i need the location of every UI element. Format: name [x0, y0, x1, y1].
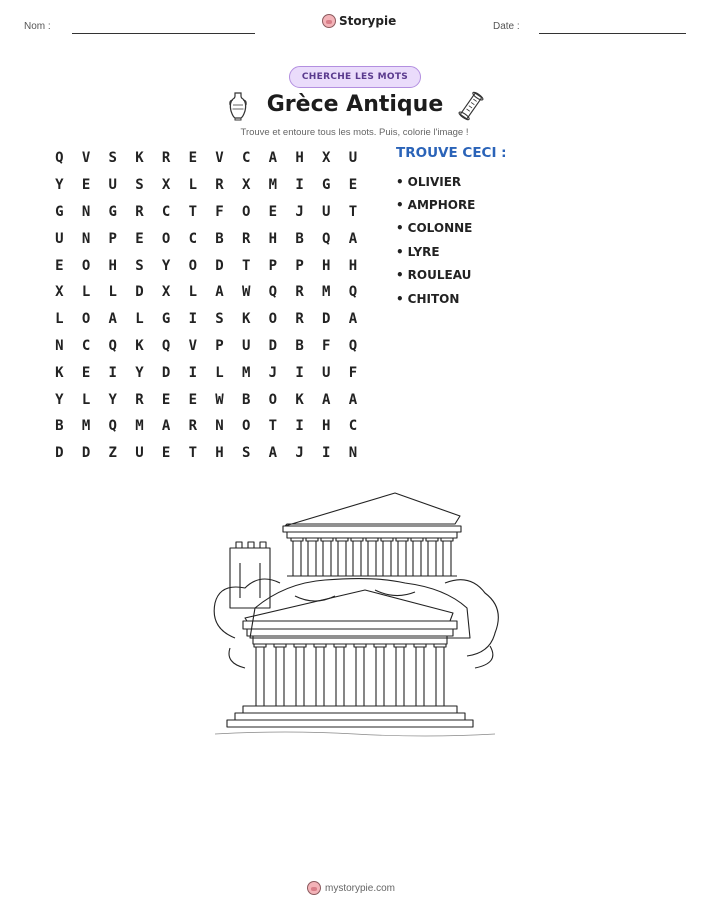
name-label: Nom :: [24, 21, 51, 32]
instructions: Trouve et entoure tous les mots. Puis, colorie l'image !: [240, 127, 469, 138]
grid-cell[interactable]: M: [268, 177, 278, 194]
grid-cell[interactable]: N: [81, 203, 91, 220]
grid-cell[interactable]: C: [161, 203, 171, 220]
grid-cell[interactable]: R: [295, 284, 304, 301]
grid-cell[interactable]: E: [135, 230, 144, 247]
grid-cell[interactable]: B: [295, 230, 304, 247]
grid-cell[interactable]: A: [348, 311, 358, 328]
word-list-item: [396, 264, 475, 287]
grid-cell[interactable]: W: [241, 284, 251, 301]
grid-cell[interactable]: N: [81, 230, 91, 247]
grid-cell[interactable]: A: [322, 391, 331, 408]
grid-cell[interactable]: Q: [161, 337, 171, 354]
bullet: •: [396, 198, 404, 213]
grid-cell[interactable]: B: [295, 337, 304, 354]
grid-cell[interactable]: K: [295, 391, 304, 408]
amphora-icon: [228, 91, 248, 121]
grid-cell[interactable]: E: [268, 203, 278, 220]
grid-cell[interactable]: W: [215, 391, 224, 408]
word-text: LYRE: [407, 244, 440, 259]
grid-cell[interactable]: D: [81, 445, 91, 462]
grid-cell[interactable]: X: [241, 177, 251, 194]
grid-cell[interactable]: C: [81, 337, 91, 354]
grid-cell[interactable]: G: [161, 311, 171, 328]
grid-cell[interactable]: M: [81, 418, 91, 435]
grid-cell[interactable]: O: [241, 203, 251, 220]
grid-cell[interactable]: S: [135, 177, 144, 194]
grid-cell[interactable]: E: [161, 445, 171, 462]
date-label: Date :: [493, 21, 520, 32]
word-list-item: [396, 217, 475, 240]
grid-cell[interactable]: T: [348, 203, 358, 220]
grid-cell[interactable]: E: [188, 391, 197, 408]
date-field-line[interactable]: [539, 33, 686, 34]
grid-cell[interactable]: D: [161, 364, 171, 381]
grid-cell[interactable]: L: [55, 311, 64, 328]
grid-cell[interactable]: A: [108, 311, 117, 328]
grid-cell[interactable]: V: [188, 337, 197, 354]
word-list: [396, 170, 475, 310]
grid-cell[interactable]: R: [295, 311, 304, 328]
grid-cell[interactable]: D: [215, 257, 224, 274]
grid-cell[interactable]: O: [161, 230, 171, 247]
pig-logo-icon: [322, 14, 336, 28]
grid-cell[interactable]: L: [188, 284, 197, 301]
grid-cell[interactable]: D: [55, 445, 64, 462]
grid-cell[interactable]: L: [81, 391, 91, 408]
grid-cell[interactable]: L: [108, 284, 117, 301]
grid-cell[interactable]: Q: [348, 337, 358, 354]
grid-cell[interactable]: P: [268, 257, 278, 274]
grid-cell[interactable]: U: [135, 445, 144, 462]
grid-cell[interactable]: B: [55, 418, 64, 435]
grid-cell[interactable]: U: [241, 337, 251, 354]
word-list-item: [396, 240, 475, 263]
grid-cell[interactable]: N: [55, 337, 64, 354]
grid-cell[interactable]: R: [135, 391, 144, 408]
grid-cell[interactable]: K: [135, 337, 144, 354]
grid-cell[interactable]: I: [108, 364, 117, 381]
grid-cell[interactable]: H: [295, 150, 304, 167]
bullet: •: [396, 221, 404, 236]
grid-cell[interactable]: K: [135, 150, 144, 167]
grid-cell[interactable]: M: [322, 284, 331, 301]
word-text: OLIVIER: [407, 174, 462, 189]
grid-cell[interactable]: P: [108, 230, 117, 247]
grid-cell[interactable]: D: [322, 311, 331, 328]
grid-cell[interactable]: R: [188, 418, 197, 435]
grid-cell[interactable]: I: [295, 364, 304, 381]
grid-cell[interactable]: X: [322, 150, 331, 167]
grid-cell[interactable]: M: [135, 418, 144, 435]
grid-cell[interactable]: Y: [108, 391, 117, 408]
grid-cell[interactable]: Z: [108, 445, 117, 462]
grid-cell[interactable]: B: [215, 230, 224, 247]
grid-cell[interactable]: Q: [108, 337, 117, 354]
grid-cell[interactable]: X: [161, 284, 171, 301]
greek-temple-illustration: [205, 488, 510, 740]
grid-cell[interactable]: A: [215, 284, 224, 301]
grid-cell[interactable]: Y: [55, 391, 64, 408]
grid-cell[interactable]: T: [241, 257, 251, 274]
grid-cell[interactable]: Q: [322, 230, 331, 247]
grid-cell[interactable]: O: [268, 391, 278, 408]
grid-cell[interactable]: I: [295, 418, 304, 435]
grid-cell[interactable]: E: [81, 364, 91, 381]
grid-cell[interactable]: H: [268, 230, 278, 247]
grid-cell[interactable]: E: [161, 391, 171, 408]
grid-cell[interactable]: T: [188, 203, 197, 220]
grid-cell[interactable]: I: [322, 445, 331, 462]
grid-cell[interactable]: D: [135, 284, 144, 301]
grid-cell[interactable]: X: [161, 177, 171, 194]
word-list-item: [396, 170, 475, 193]
grid-cell[interactable]: N: [215, 418, 224, 435]
grid-cell[interactable]: F: [215, 203, 224, 220]
grid-cell[interactable]: T: [188, 445, 197, 462]
pig-logo-icon: [307, 881, 321, 895]
name-field-line[interactable]: [72, 33, 255, 34]
grid-cell[interactable]: L: [81, 284, 91, 301]
grid-cell[interactable]: B: [241, 391, 251, 408]
footer: [307, 881, 395, 895]
grid-cell[interactable]: S: [215, 311, 224, 328]
grid-cell[interactable]: Q: [55, 150, 64, 167]
grid-cell[interactable]: Y: [161, 257, 171, 274]
grid-cell[interactable]: J: [295, 203, 304, 220]
grid-cell[interactable]: S: [135, 257, 144, 274]
grid-cell[interactable]: I: [295, 177, 304, 194]
word-list-item: [396, 193, 475, 216]
grid-cell[interactable]: D: [268, 337, 278, 354]
word-list-title: TROUVE CECI :: [396, 145, 507, 161]
grid-cell[interactable]: O: [81, 311, 91, 328]
grid-cell[interactable]: F: [348, 364, 358, 381]
grid-cell[interactable]: S: [108, 150, 117, 167]
grid-cell[interactable]: H: [215, 445, 224, 462]
grid-cell[interactable]: A: [348, 391, 358, 408]
grid-cell[interactable]: C: [241, 150, 251, 167]
grid-cell[interactable]: H: [348, 257, 358, 274]
grid-cell[interactable]: K: [55, 364, 64, 381]
grid-cell[interactable]: L: [188, 177, 197, 194]
grid-cell[interactable]: U: [322, 203, 331, 220]
grid-cell[interactable]: A: [268, 150, 278, 167]
grid-cell[interactable]: Y: [55, 177, 64, 194]
grid-cell[interactable]: J: [268, 364, 278, 381]
brand-name: Storypie: [339, 14, 397, 28]
grid-cell[interactable]: E: [188, 150, 197, 167]
footer-site[interactable]: mystorypie.com: [325, 882, 396, 894]
grid-cell[interactable]: H: [108, 257, 117, 274]
grid-cell[interactable]: O: [81, 257, 91, 274]
word-text: CHITON: [407, 291, 460, 306]
grid-cell[interactable]: V: [215, 150, 224, 167]
grid-cell[interactable]: R: [215, 177, 224, 194]
grid-cell[interactable]: H: [322, 418, 331, 435]
grid-cell[interactable]: U: [55, 230, 64, 247]
grid-cell[interactable]: A: [161, 418, 171, 435]
grid-cell[interactable]: L: [135, 311, 144, 328]
grid-cell[interactable]: R: [135, 203, 144, 220]
grid-cell[interactable]: G: [55, 203, 64, 220]
grid-cell[interactable]: T: [268, 418, 278, 435]
grid-cell[interactable]: I: [188, 364, 197, 381]
grid-cell[interactable]: E: [348, 177, 358, 194]
grid-cell[interactable]: X: [55, 284, 64, 301]
category-badge: CHERCHE LES MOTS: [289, 66, 421, 88]
grid-cell[interactable]: P: [215, 337, 224, 354]
brand-logo: [322, 14, 396, 28]
word-text: AMPHORE: [407, 198, 476, 213]
grid-cell[interactable]: Y: [135, 364, 144, 381]
word-list-item: [396, 287, 475, 310]
bullet: •: [396, 244, 404, 259]
grid-cell[interactable]: R: [241, 230, 251, 247]
grid-cell[interactable]: N: [348, 445, 358, 462]
grid-cell[interactable]: M: [241, 364, 251, 381]
grid-cell[interactable]: Q: [108, 418, 117, 435]
grid-cell[interactable]: G: [108, 203, 117, 220]
grid-cell[interactable]: R: [161, 150, 171, 167]
grid-cell[interactable]: A: [348, 230, 358, 247]
bullet: •: [396, 268, 404, 283]
grid-cell[interactable]: V: [81, 150, 91, 167]
grid-cell[interactable]: K: [241, 311, 251, 328]
word-search-grid[interactable]: [46, 145, 366, 467]
grid-cell[interactable]: S: [241, 445, 251, 462]
grid-cell[interactable]: U: [108, 177, 117, 194]
grid-cell[interactable]: U: [348, 150, 358, 167]
page-title: Grèce Antique: [266, 92, 444, 117]
bullet: •: [396, 291, 404, 306]
bullet: •: [396, 174, 404, 189]
grid-cell[interactable]: Q: [268, 284, 278, 301]
grid-cell[interactable]: Q: [348, 284, 358, 301]
grid-cell[interactable]: A: [268, 445, 278, 462]
grid-cell[interactable]: U: [322, 364, 331, 381]
grid-cell[interactable]: I: [188, 311, 197, 328]
grid-cell[interactable]: G: [322, 177, 331, 194]
grid-cell[interactable]: E: [55, 257, 64, 274]
grid-cell[interactable]: O: [268, 311, 278, 328]
grid-cell[interactable]: J: [295, 445, 304, 462]
grid-cell[interactable]: C: [348, 418, 358, 435]
grid-cell[interactable]: O: [241, 418, 251, 435]
word-text: ROULEAU: [407, 268, 472, 283]
grid-cell[interactable]: C: [188, 230, 197, 247]
grid-cell[interactable]: P: [295, 257, 304, 274]
grid-cell[interactable]: L: [215, 364, 224, 381]
grid-cell[interactable]: E: [81, 177, 91, 194]
grid-cell[interactable]: F: [322, 337, 331, 354]
grid-cell[interactable]: O: [188, 257, 197, 274]
word-text: COLONNE: [407, 221, 473, 236]
scroll-icon: [458, 91, 484, 121]
grid-cell[interactable]: H: [322, 257, 331, 274]
